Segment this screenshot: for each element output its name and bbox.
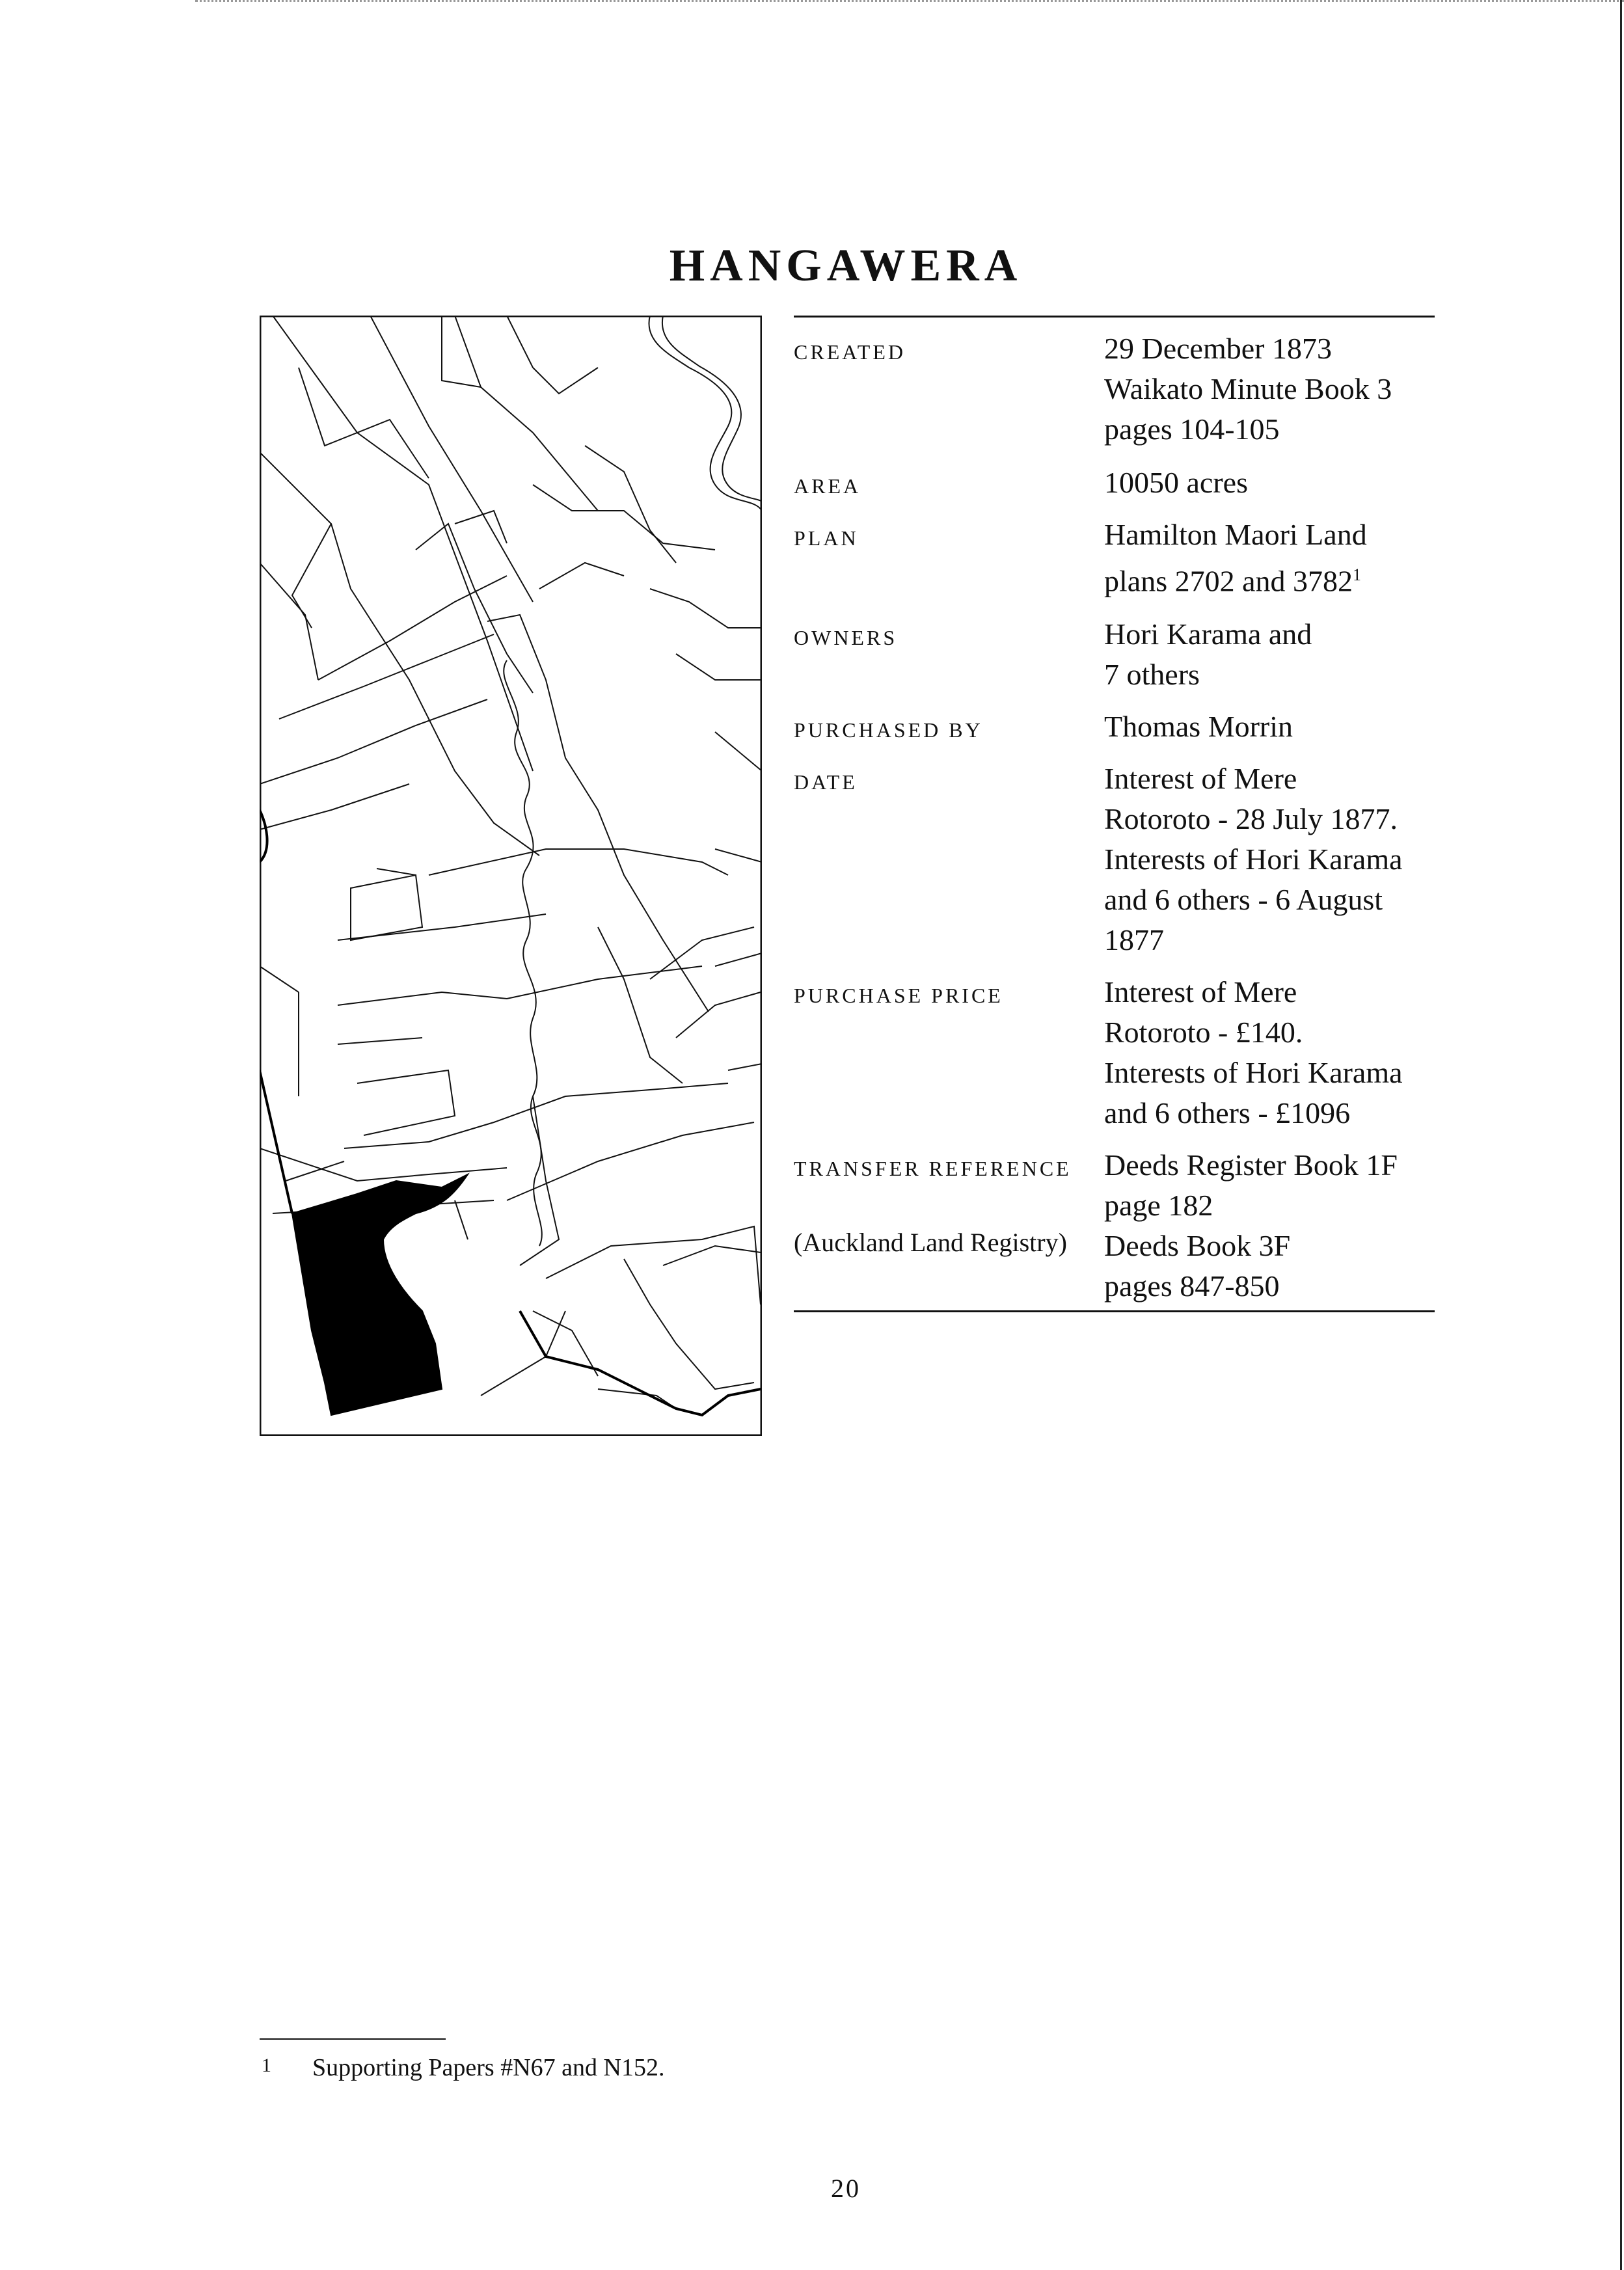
footnote-ref: 1 [1353, 565, 1362, 584]
row-value [1104, 972, 1435, 1133]
scan-edge-top [195, 0, 1624, 2]
row-value [1104, 614, 1435, 695]
value-line: Interest of Mere [1104, 975, 1297, 1009]
value-line: Hamilton Maori Land [1104, 518, 1367, 551]
row-label: OWNERS [794, 626, 898, 650]
value-line: 1877 [1104, 923, 1164, 957]
table-top-rule [794, 316, 1435, 318]
value-line: 7 others [1104, 658, 1200, 692]
value-line: Interests of Hori Karama [1104, 1056, 1403, 1090]
row-owners [794, 614, 1435, 695]
row-label: CREATED [794, 340, 906, 364]
value-line: Thomas Morrin [1104, 710, 1293, 744]
row-value [1104, 759, 1435, 960]
row-purchased-by [794, 707, 1435, 747]
value-line: Interest of Mere [1104, 762, 1297, 796]
block-boundary [520, 1311, 761, 1415]
row-plan [794, 515, 1435, 601]
row-label: (Auckland Land Registry) [794, 1228, 1067, 1258]
row-value [1104, 329, 1435, 450]
page-number: 20 [831, 2174, 861, 2203]
purchased-parcel [292, 1174, 468, 1415]
row-value [1104, 707, 1435, 747]
value-line: Rotoroto - £140. [1104, 1016, 1303, 1049]
value-text: plans 2702 and 3782 [1104, 564, 1353, 598]
footnote-text: Supporting Papers #N67 and N152. [312, 2054, 665, 2081]
row-date [794, 759, 1435, 960]
row-land-registry [794, 1226, 1435, 1306]
row-label: PLAN [794, 526, 859, 550]
value-line: Rotoroto - 28 July 1877. [1104, 802, 1398, 836]
row-label: AREA [794, 474, 861, 498]
value-line: Waikato Minute Book 3 [1104, 372, 1392, 405]
value-line: Deeds Book 3F [1104, 1229, 1291, 1263]
footnote-rule [260, 2038, 446, 2040]
value-line: Interests of Hori Karama [1104, 843, 1403, 876]
value-line: and 6 others - £1096 [1104, 1096, 1351, 1130]
value-line: 10050 acres [1104, 466, 1248, 499]
row-value [1104, 463, 1435, 503]
table-bottom-rule [794, 1310, 1435, 1312]
value-line: pages 104-105 [1104, 412, 1280, 446]
land-parcel-map [260, 316, 762, 1436]
row-label: PURCHASED BY [794, 718, 983, 742]
row-value [1104, 1226, 1435, 1306]
row-value [1104, 1145, 1435, 1226]
value-line [1104, 555, 1435, 601]
row-label: PURCHASE PRICE [794, 984, 1003, 1008]
row-area [794, 463, 1435, 503]
footnote-number: 1 [262, 2055, 271, 2076]
value-line: pages 847-850 [1104, 1269, 1280, 1303]
details-table [794, 329, 1435, 1306]
page-title: HANGAWERA [669, 240, 1023, 291]
value-line: Deeds Register Book 1F [1104, 1148, 1398, 1182]
value-line: 29 December 1873 [1104, 332, 1332, 365]
row-label: TRANSFER REFERENCE [794, 1157, 1072, 1181]
value-line: and 6 others - 6 August [1104, 883, 1383, 917]
value-line: page 182 [1104, 1189, 1213, 1223]
row-purchase-price [794, 972, 1435, 1133]
scan-edge-right [1620, 0, 1622, 2270]
value-line: Hori Karama and [1104, 617, 1312, 651]
row-value [1104, 515, 1435, 601]
row-transfer-reference [794, 1145, 1435, 1226]
row-created [794, 329, 1435, 450]
row-label: DATE [794, 770, 858, 794]
